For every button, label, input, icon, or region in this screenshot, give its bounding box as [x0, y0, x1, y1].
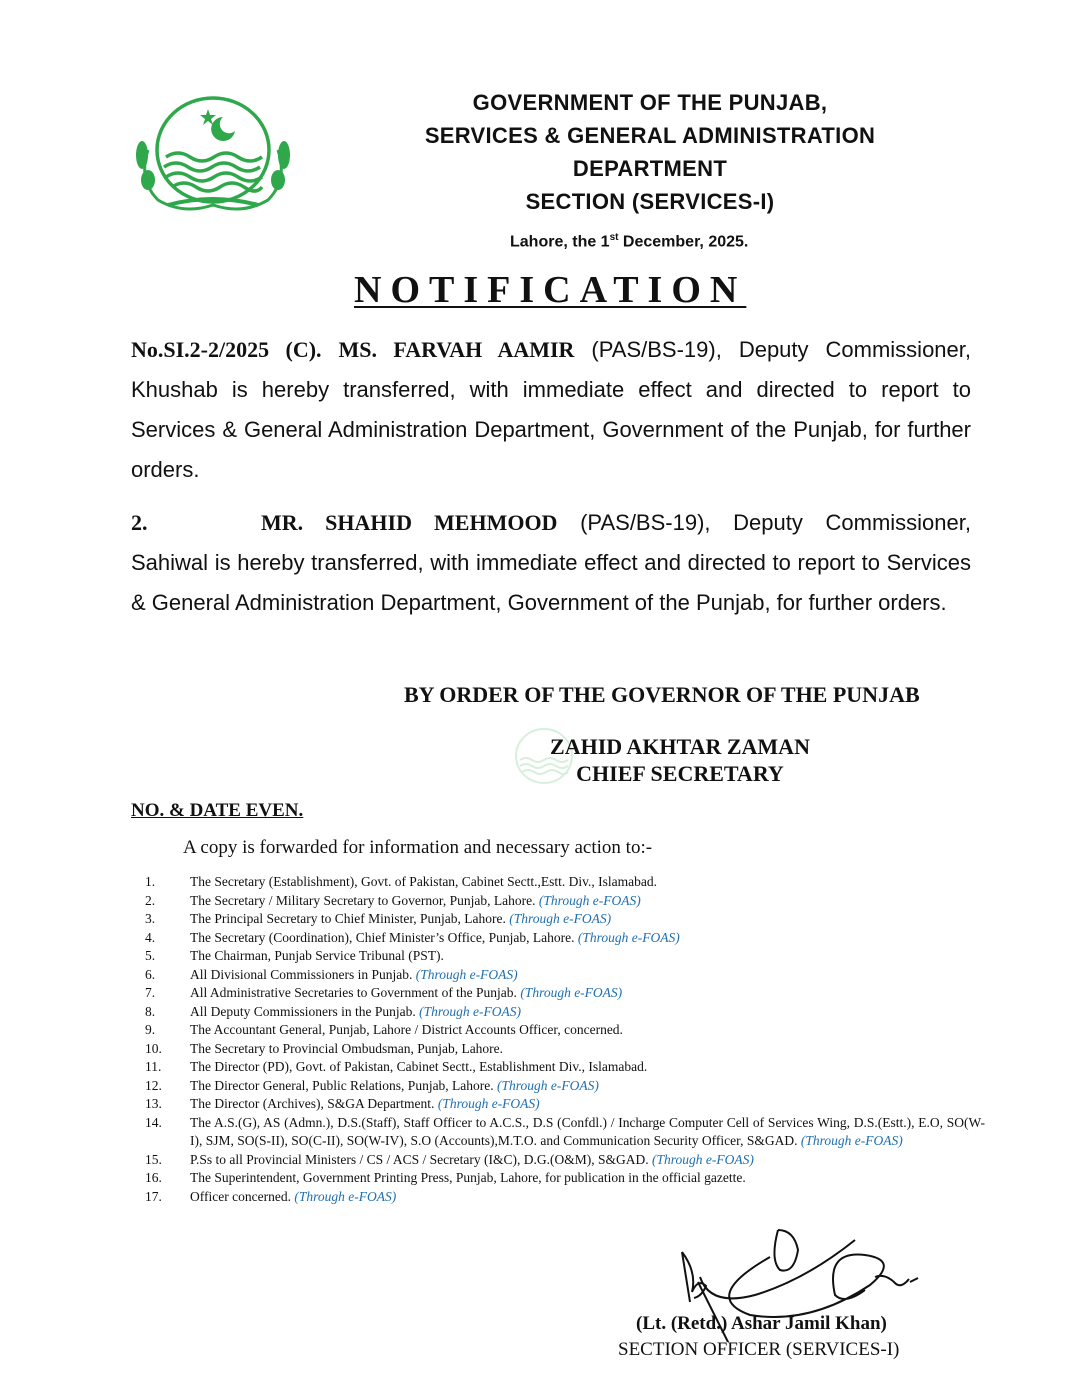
- item-body: All Divisional Commissioners in Punjab.: [190, 966, 416, 982]
- item-text: [190, 1040, 985, 1059]
- copy-forwarded-line: A copy is forwarded for information and necessary action to:-: [183, 837, 653, 858]
- chief-secretary-title: CHIEF SECRETARY: [576, 761, 784, 786]
- list-item: [145, 1058, 985, 1077]
- item-body: The A.S.(G), AS (Admn.), D.S.(Staff), Staff Officer to A.C.S., D.S (Confdl.) / Incharge Computer Cell of Services Wing, D.S.(Estt.), E.O, SO(W-I), SJM, SO(S-II), SO(C-II), SO(W-IV), S.O (Accounts),M.T.O. and Communication Security Officer, S&GAD.: [190, 1114, 985, 1148]
- efoas-note: (Through e-FOAS): [652, 1151, 754, 1167]
- list-item: [145, 984, 985, 1003]
- letterhead-line-2: SERVICES & GENERAL ADMINISTRATION: [424, 123, 876, 148]
- item-text: [190, 1058, 985, 1077]
- item-body: The Principal Secretary to Chief Minister, Punjab, Lahore.: [190, 911, 510, 926]
- reference-number: No.SI.2-2/2025 (C).: [131, 337, 322, 362]
- efoas-note: (Through e-FOAS): [415, 966, 518, 982]
- punjab-emblem-icon: [128, 95, 298, 220]
- item-number: 13.: [145, 1096, 162, 1111]
- item-body: The Chairman, Punjab Service Tribunal (PST).: [190, 948, 444, 963]
- list-item: [145, 1095, 985, 1114]
- list-item: [145, 966, 985, 985]
- letterhead-line-3: DEPARTMENT: [572, 156, 728, 181]
- item-body: The Superintendent, Government Printing Press, Punjab, Lahore, for publication in the official gazette.: [190, 1170, 746, 1185]
- item-text: [190, 873, 985, 892]
- date-prefix: Lahore, the 1: [510, 233, 610, 251]
- item-text: [190, 966, 985, 985]
- item-body: The Director (PD), Govt. of Pakistan, Cabinet Sectt., Establishment Div., Islamabad.: [190, 1059, 648, 1074]
- item-number: 9.: [145, 1022, 156, 1037]
- item-body: All Deputy Commissioners in the Punjab.: [190, 1003, 420, 1019]
- item-number: 4.: [145, 929, 156, 945]
- item-body: The Secretary / Military Secretary to Governor, Punjab, Lahore.: [190, 892, 539, 908]
- efoas-note: (Through e-FOAS): [577, 929, 680, 945]
- list-item: [145, 1188, 985, 1207]
- item-text: [190, 1077, 985, 1096]
- efoas-note: (Through e-FOAS): [800, 1133, 903, 1148]
- item-body: The Director General, Public Relations, Punjab, Lahore.: [190, 1077, 498, 1093]
- signatory-title: SECTION OFFICER (SERVICES-I): [618, 1339, 900, 1360]
- list-item: [145, 873, 985, 892]
- chief-secretary-block: [520, 733, 840, 787]
- item-text: [190, 1151, 985, 1170]
- paragraph-2-text: (PAS/BS-19), Deputy Commissioner, Sahiwal is hereby transferred, with immediate effect and directed to report to Services & General Administration Department, Government of the Punjab, for further orders.: [131, 510, 971, 615]
- item-number: 14.: [145, 1114, 162, 1130]
- item-number: 10.: [145, 1040, 162, 1056]
- item-number: 16.: [145, 1170, 162, 1185]
- date-sup: st: [609, 232, 619, 243]
- item-number: 12.: [145, 1077, 162, 1093]
- distribution-list: [145, 873, 985, 1206]
- chief-secretary-name: ZAHID AKHTAR ZAMAN: [550, 734, 810, 759]
- item-number: 8.: [145, 1003, 156, 1019]
- item-body: The Secretary (Coordination), Chief Minister’s Office, Punjab, Lahore.: [190, 929, 578, 945]
- item-body: The Secretary (Establishment), Govt. of Pakistan, Cabinet Sectt.,Estt. Div., Islamabad.: [190, 874, 658, 889]
- date-suffix: December, 2025.: [618, 233, 749, 251]
- list-item: [145, 1003, 985, 1022]
- item-text: [190, 1169, 985, 1188]
- efoas-note: (Through e-FOAS): [509, 911, 612, 926]
- paragraph-2-number: 2.: [131, 510, 148, 535]
- efoas-note: (Through e-FOAS): [294, 1188, 397, 1204]
- letterhead-line-1: GOVERNMENT OF THE PUNJAB,: [472, 90, 828, 115]
- list-item: [145, 892, 985, 911]
- item-text: [190, 929, 985, 948]
- item-text: [190, 910, 985, 929]
- date-line: [510, 232, 748, 251]
- efoas-note: (Through e-FOAS): [520, 985, 623, 1000]
- no-date-even: NO. & DATE EVEN.: [131, 800, 304, 821]
- item-text: [190, 984, 985, 1003]
- item-number: 15.: [145, 1151, 162, 1167]
- list-item: [145, 910, 985, 929]
- list-item: [145, 1114, 985, 1151]
- efoas-note: (Through e-FOAS): [419, 1003, 521, 1019]
- item-number: 17.: [145, 1188, 162, 1204]
- list-item: [145, 1169, 985, 1188]
- item-number: 7.: [145, 985, 156, 1000]
- list-item: [145, 929, 985, 948]
- item-text: [190, 1114, 985, 1151]
- letterhead: [360, 86, 940, 218]
- notification-title: NOTIFICATION: [354, 269, 747, 311]
- item-text: [190, 1003, 985, 1022]
- paragraph-1-text: (PAS/BS-19), Deputy Commissioner, Khushab is hereby transferred, with immediate effect and directed to report to Services & General Administration Department, Government of the Punjab, for further orders.: [131, 337, 971, 482]
- efoas-note: (Through e-FOAS): [538, 892, 641, 908]
- item-body: The Secretary to Provincial Ombudsman, Punjab, Lahore.: [190, 1040, 504, 1056]
- item-text: [190, 947, 985, 966]
- list-item: [145, 1151, 985, 1170]
- item-number: 1.: [145, 874, 156, 889]
- letterhead-line-4: SECTION (SERVICES-I): [525, 189, 775, 214]
- item-text: [190, 1021, 985, 1040]
- list-item: [145, 1077, 985, 1096]
- item-number: 3.: [145, 911, 156, 926]
- item-number: 2.: [145, 892, 156, 908]
- list-item: [145, 947, 985, 966]
- item-text: [190, 1188, 985, 1207]
- item-text: [190, 1095, 985, 1114]
- item-body: Officer concerned.: [190, 1188, 295, 1204]
- efoas-note: (Through e-FOAS): [497, 1077, 599, 1093]
- paragraph-2: [131, 503, 971, 623]
- item-number: 5.: [145, 948, 156, 963]
- item-body: The Accountant General, Punjab, Lahore / District Accounts Officer, concerned.: [190, 1022, 623, 1037]
- officer-name-1: MS. FARVAH AAMIR: [338, 337, 575, 362]
- item-body: P.Ss to all Provincial Ministers / CS / ACS / Secretary (I&C), D.G.(O&M), S&GAD.: [190, 1151, 652, 1167]
- item-body: The Director (Archives), S&GA Department.: [190, 1096, 438, 1111]
- efoas-note: (Through e-FOAS): [437, 1096, 540, 1111]
- item-text: [190, 892, 985, 911]
- item-number: 11.: [145, 1059, 162, 1074]
- officer-name-2: MR. SHAHID MEHMOOD: [261, 510, 558, 535]
- signatory-name: (Lt. (Retd.) Ashar Jamil Khan): [636, 1313, 887, 1334]
- item-body: All Administrative Secretaries to Government of the Punjab.: [190, 985, 521, 1000]
- item-number: 6.: [145, 966, 156, 982]
- paragraph-1: [131, 330, 971, 490]
- list-item: [145, 1040, 985, 1059]
- by-order-line: BY ORDER OF THE GOVERNOR OF THE PUNJAB: [404, 682, 920, 707]
- list-item: [145, 1021, 985, 1040]
